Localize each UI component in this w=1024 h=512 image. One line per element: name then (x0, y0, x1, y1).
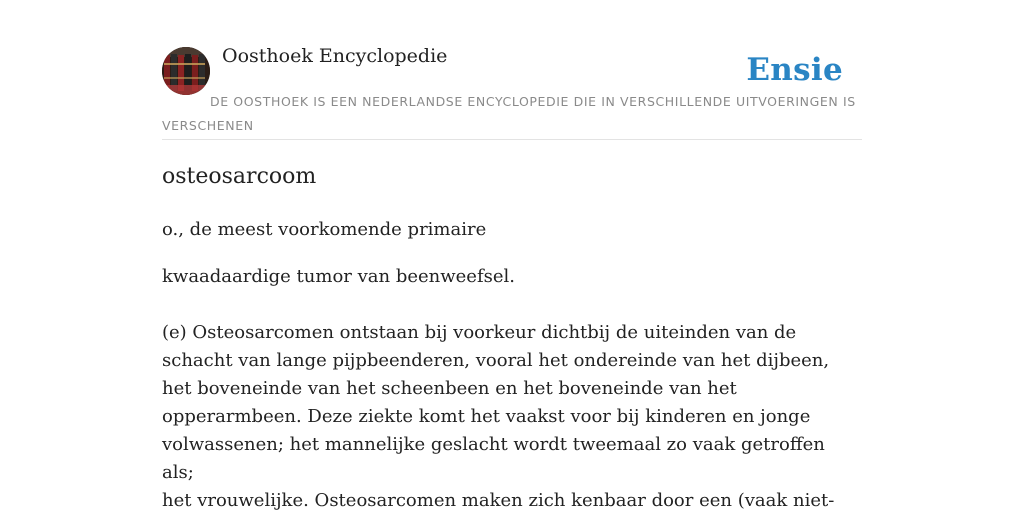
entry-headword: osteosarcoom (162, 164, 317, 189)
entry-paragraph: (e) Osteosarcomen ontstaan bij voorkeur dichtbij de uiteinden van de schacht van lange pijpbeenderen, vooral het ondereinde van het dijbeen, het boveneinde van het scheenbeen en het boveneinde van het opperarmbeen. Deze ziekte komt het vaakst voor bij kinderen en jonge volwassenen; het mannelijke geslacht wordt tweemaal zo vaak getroffen als; (162, 322, 830, 483)
entry-paragraph: het vrouwelijke. Osteosarcomen maken zich kenbaar door een (vaak niet- (162, 490, 835, 511)
header-divider (162, 139, 862, 140)
source-avatar[interactable] (162, 47, 210, 95)
source-title[interactable]: Oosthoek Encyclopedie (222, 45, 448, 67)
entry-paragraph: kwaadaardige tumor van beenweefsel. (162, 266, 515, 287)
source-description: DE OOSTHOEK IS EEN NEDERLANDSE ENCYCLOPEDIE DIE IN VERSCHILLENDE UITVOERINGEN IS VERSCHENEN (162, 94, 856, 133)
encyclopedia-books-icon (162, 47, 210, 95)
brand-logo[interactable]: Ensie (746, 52, 843, 88)
entry-paragraph: o., de meest voorkomende primaire (162, 219, 487, 240)
